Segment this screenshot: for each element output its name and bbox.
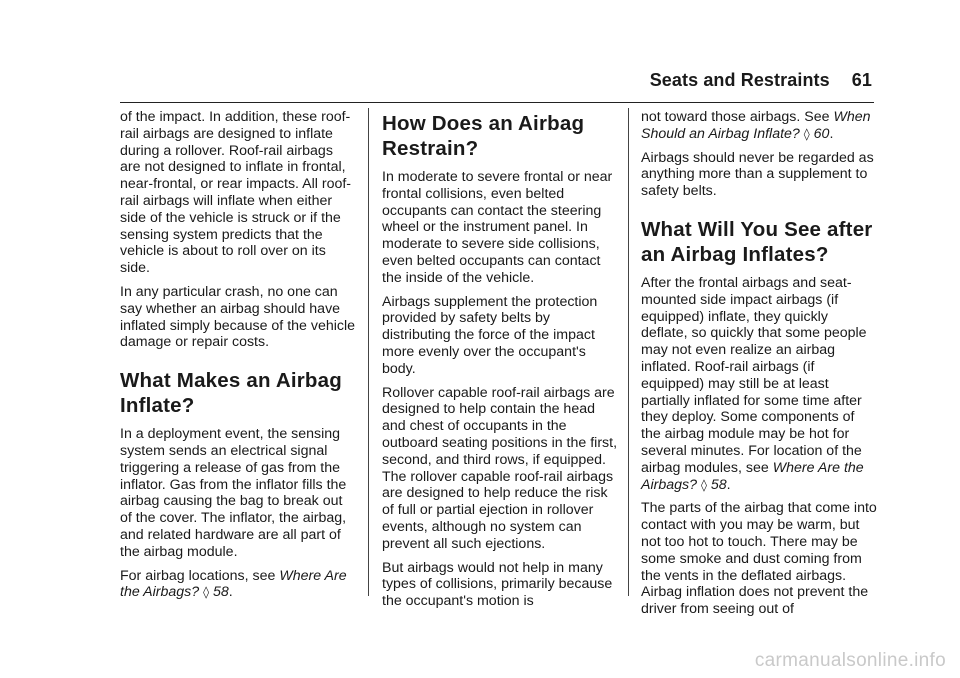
paragraph-with-reference: For airbag locations, see Where Are the Airbags? ◊ 58. bbox=[120, 567, 347, 601]
column-left bbox=[120, 109, 356, 608]
section-heading: How Does an Airbag Restrain? bbox=[382, 112, 585, 160]
column-right bbox=[641, 109, 877, 625]
page-ref-icon: ◊ bbox=[203, 585, 210, 600]
page-number: 61 bbox=[851, 70, 872, 90]
cross-reference-link[interactable]: Where Are the Airbags? bbox=[120, 567, 347, 601]
watermark: carmanualsonline.info bbox=[754, 650, 946, 671]
paragraph: Airbags should never be regarded as anything more than a supplement to safety belts. bbox=[641, 149, 874, 200]
paragraph-with-reference: not toward those airbags. See When Should an Airbag Inflate? ◊ 60. bbox=[641, 109, 871, 142]
cross-reference-link[interactable]: When Should an Airbag Inflate? bbox=[641, 109, 871, 142]
page-header bbox=[650, 70, 872, 91]
paragraph: Airbags supplement the protection provided by safety belts by distributing the force of the impact more evenly over the occupant's body. bbox=[382, 293, 598, 377]
page-ref-icon: ◊ bbox=[700, 477, 707, 492]
section-heading: What Will You See after an Airbag Inflates? bbox=[641, 217, 873, 266]
page-ref-number[interactable]: 58 bbox=[212, 584, 229, 601]
paragraph: In a deployment event, the sensing system sends an electrical signal triggering a release of gas from the inflator. Gas from the inflator fills the airbag causing the bag to break out of the cover. The inflator, the airbag, and related hardware are all part of the airbag module. bbox=[120, 426, 347, 560]
paragraph: In any particular crash, no one can say whether an airbag should have inflated simply because of the vehicle damage or repair costs. bbox=[120, 283, 356, 351]
paragraph: In moderate to severe frontal or near frontal collisions, even belted occupants can contact the steering wheel or the instrument panel. In moderate to severe side collisions, even belted occupants can contact the inside of the vehicle. bbox=[382, 169, 613, 286]
paragraph: Rollover capable roof-rail airbags are designed to help contain the head and chest of occupants in the outboard seating positions in the first, second, and third rows, if equipped. The rollover capable roof-rail airbags are designed to help reduce the risk of full or partial ejection in rollover events, although no system can prevent all such ejections. bbox=[382, 384, 618, 552]
paragraph: The parts of the airbag that come into contact with you may be warm, but not too hot to touch. There may be some smoke and dust coming from the vents in the deflated airbags. Airbag inflation does not prevent the driver from seeing out of bbox=[641, 500, 877, 618]
section-title: Seats and Restraints bbox=[649, 70, 830, 90]
column-divider bbox=[628, 108, 629, 596]
page-ref-number[interactable]: 58 bbox=[710, 476, 727, 493]
page-ref-icon: ◊ bbox=[803, 126, 810, 141]
paragraph: of the impact. In addition, these roof-rail airbags are designed to inflate during a rollover. Roof-rail airbags are not designed to inflate in frontal, near-frontal, or rear impacts. All roof-rail airbags will inflate when either side of the vehicle is struck or if the sensing system predicts that the vehicle is about to roll over on its side. bbox=[120, 109, 352, 277]
paragraph: But airbags would not help in many types of collisions, primarily because the occupant's motion is bbox=[382, 559, 613, 610]
column-middle bbox=[382, 111, 618, 617]
header-rule bbox=[120, 102, 874, 103]
cross-reference-link[interactable]: Where Are the Airbags? bbox=[641, 459, 864, 493]
paragraph-with-reference: After the frontal airbags and seat-mounted side impact airbags (if equipped) inflate, they quickly deflate, so quickly that some people may not even realize an airbag inflated. Roof-rail airbags (if equipped) may still be at least partially inflated for some time after they deploy. Some components of the airbag module may be hot for several minutes. For location of the airbag modules, see Where Are the Airbags? ◊ 58. bbox=[641, 274, 867, 493]
section-heading: What Makes an Airbag Inflate? bbox=[120, 369, 342, 418]
page-ref-number[interactable]: 60 bbox=[813, 125, 830, 142]
column-divider bbox=[368, 108, 369, 596]
